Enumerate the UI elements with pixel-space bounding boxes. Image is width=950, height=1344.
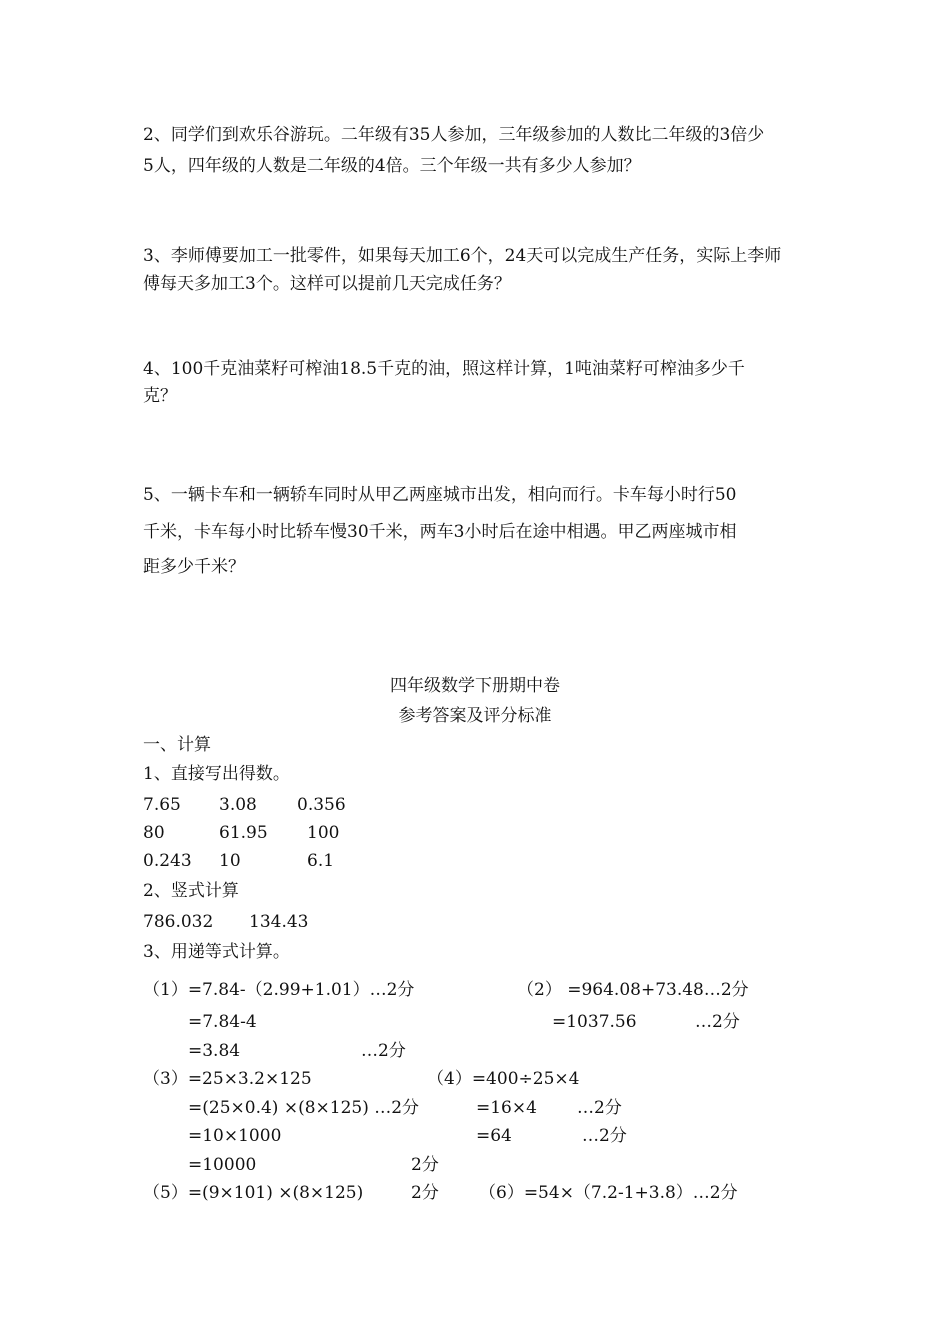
- q4-line1: （4）=400÷25×4: [427, 1069, 580, 1089]
- answer-key-subtitle: 参考答案及评分标准: [398, 706, 552, 726]
- q3-line2: =(25×0.4) ×(8×125) …2分: [188, 1098, 420, 1118]
- answer-cell: 134.43: [249, 912, 309, 932]
- answer-cell: 100: [307, 823, 340, 843]
- problem-3-line1: 3、李师傅要加工一批零件，如果每天加工6个，24天可以完成生产任务，实际上李师: [143, 246, 782, 266]
- q4-score: …2分: [582, 1126, 627, 1146]
- answer-cell: 0.356: [297, 795, 346, 815]
- answer-cell: 0.243: [143, 851, 192, 871]
- q2-line1: （2） =964.08+73.48…2分: [517, 980, 749, 1000]
- answer-cell: 61.95: [219, 823, 268, 843]
- q5-score: 2分: [411, 1183, 439, 1203]
- q2-line2: =1037.56: [552, 1012, 637, 1032]
- problem-5-line1: 5、一辆卡车和一辆轿车同时从甲乙两座城市出发，相向而行。卡车每小时行50: [143, 485, 737, 505]
- problem-4-line2: 克？: [143, 386, 177, 406]
- q5-line1: （5）=(9×101) ×(8×125): [143, 1183, 364, 1203]
- problem-2-line1: 2、同学们到欢乐谷游玩。二年级有35人参加，三年级参加的人数比二年级的3倍少: [143, 125, 765, 145]
- part1-heading: 1、直接写出得数。: [143, 764, 290, 784]
- q3-line3: =10×1000: [188, 1126, 282, 1146]
- q4-score: …2分: [577, 1098, 622, 1118]
- q1-line2: =7.84-4: [188, 1012, 257, 1032]
- q1-line3: =3.84: [188, 1041, 241, 1061]
- answer-key-title: 四年级数学下册期中卷: [390, 676, 560, 696]
- q3-line1: （3）=25×3.2×125: [143, 1069, 312, 1089]
- problem-5-line3: 距多少千米？: [143, 557, 245, 577]
- answer-cell: 80: [143, 823, 165, 843]
- q1-score: …2分: [361, 1041, 406, 1061]
- q4-line2: =16×4: [476, 1098, 537, 1118]
- part2-heading: 2、竖式计算: [143, 881, 239, 901]
- answer-cell: 7.65: [143, 795, 181, 815]
- answer-cell: 6.1: [307, 851, 335, 871]
- q1-line1: （1）=7.84-（2.99+1.01）…2分: [143, 980, 415, 1000]
- q3-line4: =10000: [188, 1155, 257, 1175]
- q3-score: 2分: [411, 1155, 439, 1175]
- section-heading: 一、计算: [143, 735, 211, 755]
- answer-cell: 3.08: [219, 795, 257, 815]
- answer-cell: 786.032: [143, 912, 214, 932]
- q2-score: …2分: [695, 1012, 740, 1032]
- problem-3-line2: 傅每天多加工3个。这样可以提前几天完成任务？: [143, 274, 511, 294]
- problem-5-line2: 千米，卡车每小时比轿车慢30千米，两车3小时后在途中相遇。甲乙两座城市相: [143, 522, 737, 542]
- part3-heading: 3、用递等式计算。: [143, 942, 290, 962]
- problem-4-line1: 4、100千克油菜籽可榨油18.5千克的油，照这样计算，1吨油菜籽可榨油多少千: [143, 359, 745, 379]
- q4-line3: =64: [476, 1126, 512, 1146]
- answer-cell: 10: [219, 851, 241, 871]
- q6-line1: （6）=54×（7.2-1+3.8）…2分: [479, 1183, 738, 1203]
- problem-2-line2: 5人，四年级的人数是二年级的4倍。三个年级一共有多少人参加？: [143, 156, 641, 176]
